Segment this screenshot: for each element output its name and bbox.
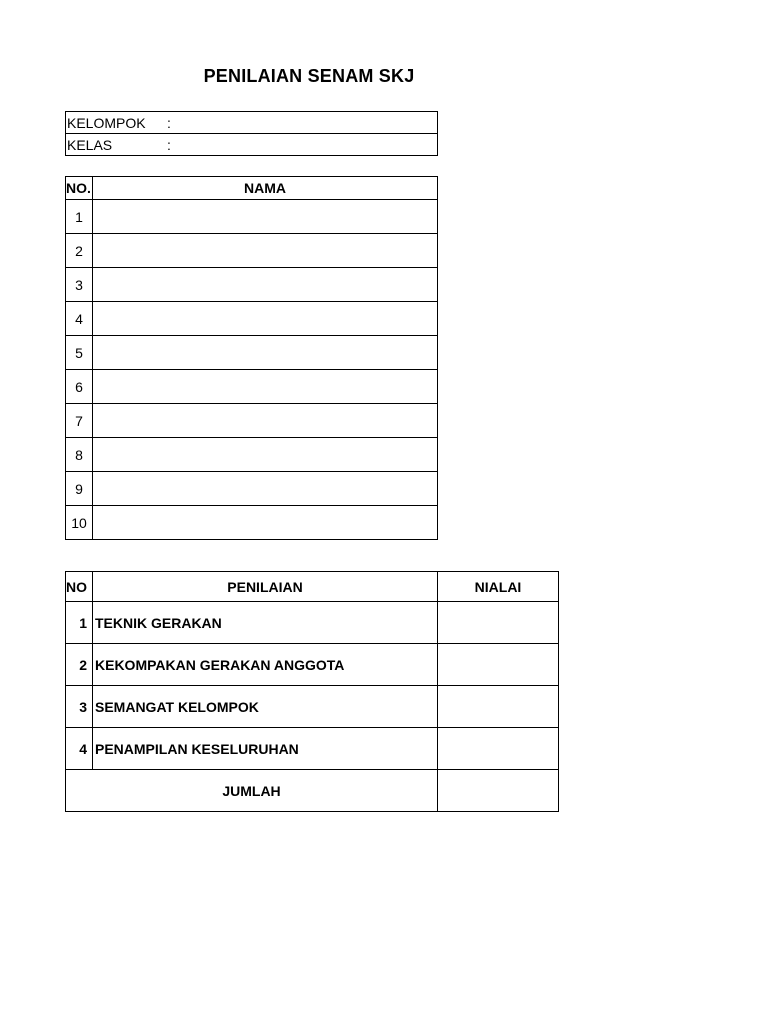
row-number: 9 bbox=[66, 472, 93, 506]
names-row bbox=[66, 234, 438, 268]
score-value-cell[interactable] bbox=[438, 644, 559, 686]
criterion-label: SEMANGAT KELOMPOK bbox=[93, 686, 438, 728]
total-label: JUMLAH bbox=[66, 770, 438, 812]
names-row bbox=[66, 336, 438, 370]
kelompok-row bbox=[66, 112, 438, 134]
names-row bbox=[66, 370, 438, 404]
name-cell[interactable] bbox=[93, 506, 438, 540]
row-number: 8 bbox=[66, 438, 93, 472]
names-row bbox=[66, 506, 438, 540]
header-penilaian: PENILAIAN bbox=[93, 572, 438, 602]
score-row bbox=[66, 686, 559, 728]
score-row-number: 3 bbox=[66, 686, 93, 728]
header-no: NO. bbox=[66, 177, 93, 200]
row-number: 7 bbox=[66, 404, 93, 438]
row-number: 1 bbox=[66, 200, 93, 234]
name-cell[interactable] bbox=[93, 438, 438, 472]
criterion-label: PENAMPILAN KESELURUHAN bbox=[93, 728, 438, 770]
kelas-cell[interactable] bbox=[66, 134, 438, 156]
page-title: PENILAIAN SENAM SKJ bbox=[203, 66, 415, 86]
kelompok-colon: : bbox=[167, 114, 171, 131]
names-row bbox=[66, 404, 438, 438]
score-row bbox=[66, 644, 559, 686]
score-value-cell[interactable] bbox=[438, 602, 559, 644]
score-row-number: 2 bbox=[66, 644, 93, 686]
kelas-row bbox=[66, 134, 438, 156]
score-row-number: 1 bbox=[66, 602, 93, 644]
row-number: 2 bbox=[66, 234, 93, 268]
names-row bbox=[66, 302, 438, 336]
kelompok-cell[interactable] bbox=[66, 112, 438, 134]
header-score-no: NO bbox=[66, 572, 93, 602]
header-nama: NAMA bbox=[93, 177, 438, 200]
row-number: 6 bbox=[66, 370, 93, 404]
row-number: 3 bbox=[66, 268, 93, 302]
score-row bbox=[66, 602, 559, 644]
kelas-label: KELAS bbox=[67, 136, 113, 153]
name-cell[interactable] bbox=[93, 268, 438, 302]
names-table bbox=[65, 176, 438, 540]
group-info-table bbox=[65, 111, 438, 156]
score-header-row bbox=[66, 572, 559, 602]
row-number: 5 bbox=[66, 336, 93, 370]
criterion-label: TEKNIK GERAKAN bbox=[93, 602, 438, 644]
criterion-label: KEKOMPAKAN GERAKAN ANGGOTA bbox=[93, 644, 438, 686]
names-row bbox=[66, 472, 438, 506]
row-number: 4 bbox=[66, 302, 93, 336]
header-nilai: NIALAI bbox=[438, 572, 559, 602]
score-value-cell[interactable] bbox=[438, 728, 559, 770]
name-cell[interactable] bbox=[93, 370, 438, 404]
total-row bbox=[66, 770, 559, 812]
names-row bbox=[66, 438, 438, 472]
row-number: 10 bbox=[66, 506, 93, 540]
kelas-colon: : bbox=[167, 136, 171, 153]
name-cell[interactable] bbox=[93, 404, 438, 438]
total-value-cell[interactable] bbox=[438, 770, 559, 812]
score-value-cell[interactable] bbox=[438, 686, 559, 728]
names-header-row bbox=[66, 177, 438, 200]
score-row-number: 4 bbox=[66, 728, 93, 770]
names-row bbox=[66, 268, 438, 302]
score-row bbox=[66, 728, 559, 770]
name-cell[interactable] bbox=[93, 336, 438, 370]
name-cell[interactable] bbox=[93, 302, 438, 336]
name-cell[interactable] bbox=[93, 200, 438, 234]
names-row bbox=[66, 200, 438, 234]
kelompok-label: KELOMPOK bbox=[67, 114, 146, 131]
name-cell[interactable] bbox=[93, 472, 438, 506]
score-table bbox=[65, 571, 559, 812]
name-cell[interactable] bbox=[93, 234, 438, 268]
